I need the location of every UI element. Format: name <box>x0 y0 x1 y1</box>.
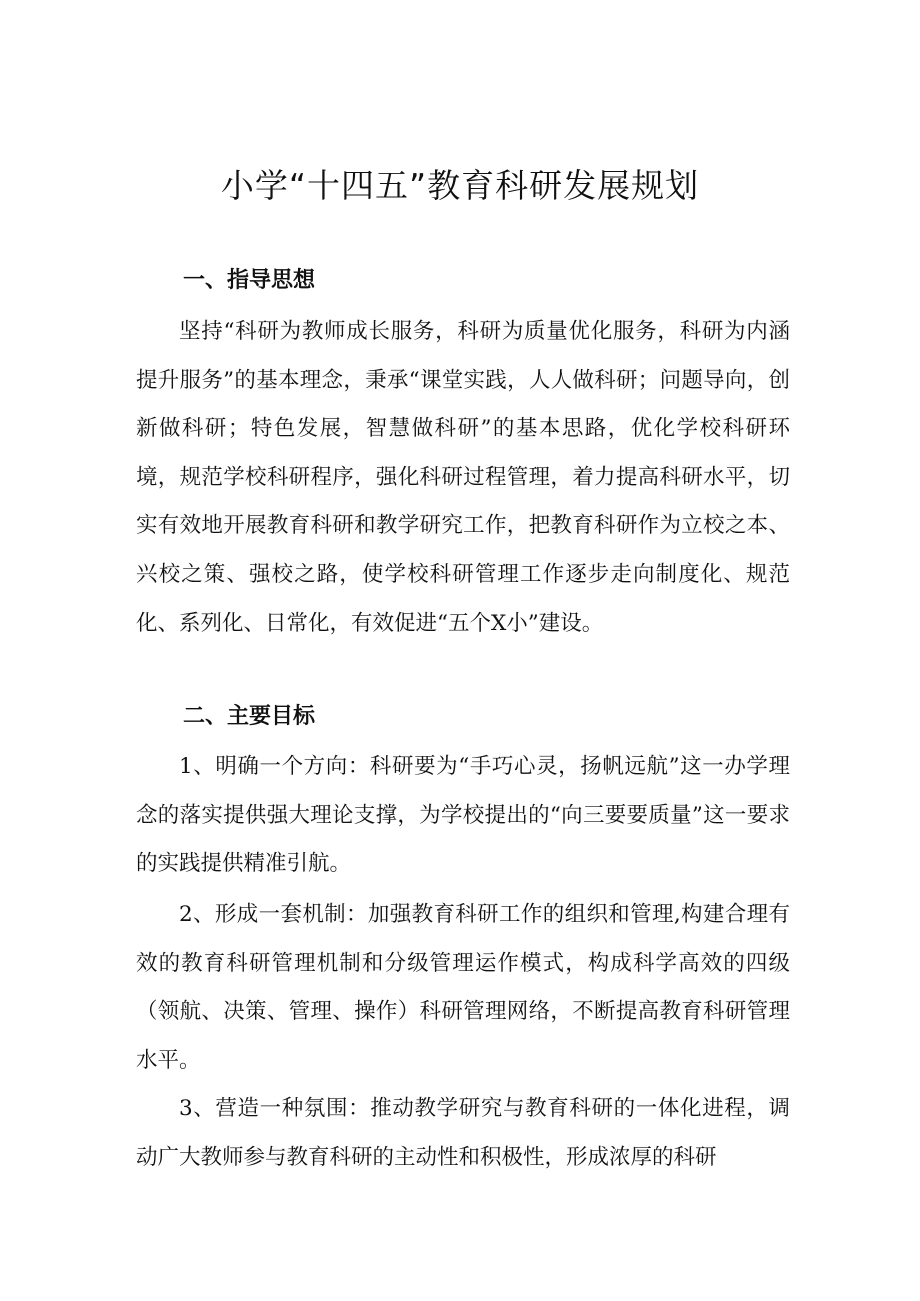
section-heading-main-goals: 二、主要目标 <box>183 704 316 729</box>
paragraph-goal-1: 1、明确一个方向：科研要为“手巧心灵，扬帆远航”这一办学理念的落实提供强大理论支撑，为学校提出的“向三要要质量”这一要求的实践提供精准引航。 <box>136 754 790 877</box>
paragraph-goal-3: 3、营造一种氛围：推动教学研究与教育科研的一体化进程，调动广大教师参与教育科研的主动性和积极性，形成浓厚的科研 <box>136 1096 790 1170</box>
paragraph-guiding-ideology: 坚持“科研为教师成长服务，科研为质量优化服务，科研为内涵提升服务”的基本理念，秉承“课堂实践，人人做科研；问题导向，创新做科研；特色发展，智慧做科研”的基本思路，优化学校科研环境，规范学校科研程序，强化科研过程管理，着力提高科研水平，切实有效地开展教育科研和教学研究工作，把教育科研作为立校之本、兴校之策、强校之路，使学校科研管理工作逐步走向制度化、规范化、系列化、日常化，有效促进“五个X小”建设。 <box>136 319 790 636</box>
section-heading-guiding-ideology: 一、指导思想 <box>183 268 316 293</box>
document-title: 小学“十四五”教育科研发展规划 <box>220 166 700 205</box>
paragraph-goal-2: 2、形成一套机制：加强教育科研工作的组织和管理,构建合理有效的教育科研管理机制和分级管理运作模式，构成科学高效的四级（领航、决策、管理、操作）科研管理网络，不断提高教育科研管理水平。 <box>136 902 790 1073</box>
